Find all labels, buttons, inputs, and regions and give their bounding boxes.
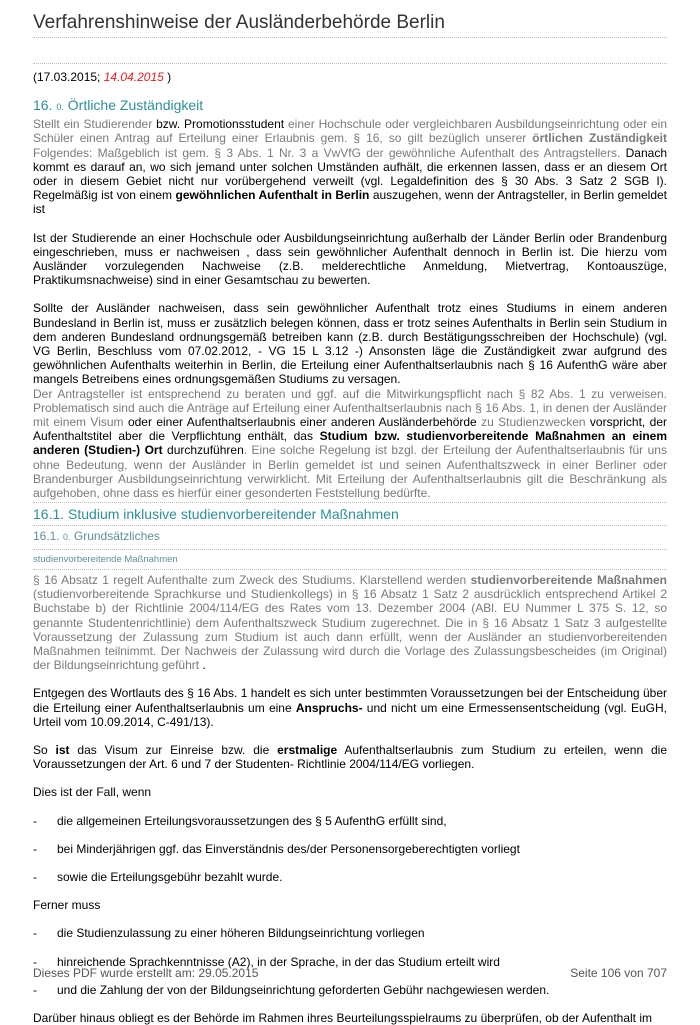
paragraph-5: § 16 Absatz 1 regelt Aufenthalte zum Zweck des Studiums. Klarstellend werden studienvorbereitende Maßnahmen (studienvorbereitende Sprachkurse und Studienkollegs) in § 16 Absatz 1 Satz 2 ausdrücklich entsprechend Artikel 2 Buchstabe b) der Richtlinie 2004/114/EG des Rates vom 13. Dezember 2004 (ABl. EU Nummer L 375 S. 12, so genannte Studentenrichtlinie) dem Aufenthaltszweck Studium zugerechnet. Die in § 16 Absatz 1 Satz 3 aufgestellte Voraussetzung der Zulassung zum Studium ist auch dann erfüllt, wenn der Ausländer an studienvorbereitenden Maßnahmen teilnimmt. Der Nachweis der Zulassung wird durch die Vorlage des Zulassungsbescheides (im Original) der Bildungseinrichtung geführt . <box>33 572 667 673</box>
header-divider <box>33 37 667 38</box>
section-16-heading: 16. 0. Örtliche Zuständigkeit <box>33 97 204 113</box>
paragraph-8: Dies ist der Fall, wenn <box>33 785 152 800</box>
paragraph-1: Stellt ein Studierender bzw. Promotionsstudent einer Hochschule oder vergleichbaren Ausbildungseinrichtung oder ein Schüler einen Antrag auf Erteilung einer Erlaubnis gem. § 16, so gilt bezüglich unserer örtlichen Zuständigkeit Folgendes: Maßgeblich ist gem. § 3 Abs. 1 Nr. 3 a VwVfG der gewöhnliche Aufenthalt des Antragstellers. Danach kommt es darauf an, wo sich jemand unter solchen Umständen aufhält, die erkennen lassen, dass er an diesem Ort oder in diesem Gebiet nicht nur vorübergehend verweilt (vgl. Legaldefinition des § 30 Abs. 3 Satz 2 SGB I). Regelmäßig ist von einem gewöhnlichen Aufenthalt in Berlin auszugehen, wenn der Antragsteller, in Berlin gemeldet ist <box>33 117 668 217</box>
date-line: (17.03.2015; 14.04.2015 ) <box>33 70 172 84</box>
page-title: Verfahrenshinweise der Ausländerbehörde Berlin <box>33 12 445 33</box>
list-item: - und die Zahlung der von der Bildungseinrichtung geforderten Gebühr nachgewiesen werden. <box>33 982 550 997</box>
footer-created-date: Dieses PDF wurde erstellt am: 29.05.2015 <box>33 966 259 980</box>
list-item: - hinreichende Sprachkenntnisse (A2), in der Sprache, in der das Studium erteilt wird <box>33 954 500 969</box>
paragraph-9: Ferner muss <box>33 898 101 913</box>
paragraph-7: So ist das Visum zur Einreise bzw. die erstmalige Aufenthaltserlaubnis zum Studium zu erteilen, wenn die Voraussetzungen der Art. 6 und 7 der Studenten- Richtlinie 2004/114/EG vorliegen. <box>33 742 668 772</box>
document-body <box>33 98 667 1025</box>
changed-date: 14.04.2015 <box>103 70 164 84</box>
paragraph-3: Sollte der Ausländer nachweisen, dass sein gewöhnlicher Aufenthalt trotz eines Studiums in einem anderen Bundesland in Berlin ist, muss er zusätzlich belegen können, dass er trotz seines Aufenthalts in Berlin sein Studium in dem anderen Bundesland ordnungsgemäß betreiben kann (z.B. durch Bestätigungsschreiben der Hochschule) (vgl. VG Berlin, Beschluss vom 07.02.2012, - VG 15 L 3.12 -) Ansonsten läge die Zuständigkeit zwar aufgrund des gewöhnlichen Aufenthalts weiterhin in Berlin, die Erteilung einer Aufenthaltserlaubnis nach § 16 AufenthG wäre aber mangels Betreibens eines ordnungsgemäßen Studiums zu versagen. <box>33 301 667 387</box>
list-item: - sowie die Erteilungsgebühr bezahlt wurde. <box>33 869 283 884</box>
header-divider-2 <box>33 63 667 64</box>
section-16-1-heading: 16.1. Studium inklusive studienvorbereitender Maßnahmen <box>33 506 399 523</box>
paragraph-2: Ist der Studierende an einer Hochschule oder Ausbildungseinrichtung außerhalb der Länder Berlin oder Brandenburg eingeschrieben, muss er nachweisen , dass sein gewöhnlicher Aufenthalt dennoch in Berlin ist. Die hierzu vom Ausländer vorzulegenden Nachweise (z.B. melderechtliche Anmeldung, Mietvertrag, Kontoauszüge, Praktikumsnachweise) sind in einer Gesamtschau zu bewerten. <box>33 230 667 288</box>
footer-page-number: Seite 106 von 707 <box>570 966 667 980</box>
paragraph-4: Der Antragsteller ist entsprechend zu beraten und ggf. auf die Mitwirkungspflicht nach § 82 Abs. 1 zu verweisen. Problematisch sind auch die Anträge auf Erteilung einer Aufenthaltserlaubnis nach § 16 Abs. 1, in denen der Ausländer mit einem Visum oder einer Aufenthaltserlaubnis einer anderen Ausländerbehörde zu Studienzwecken vorspricht, der Aufenthaltstitel aber die Verpflichtung enthält, das Studium bzw. studienvorbereitende Maßnahmen an einem anderen (Studien-) Ort durchzuführen. Eine solche Regelung ist bzgl. der Erteilung der Aufenthaltserlaubnis für uns ohne Bedeutung, wenn der Ausländer in Berlin gemeldet ist und seinen Aufenthaltszweck in einer Berliner oder Brandenburger Ausbildungseinrichtung verwirklicht. Mit Erteilung der Aufenthaltserlaubnis gilt die Beschränkung als aufgehoben, ohne dass es hierfür einer gesonderten Feststellung bedürfte. <box>33 386 668 501</box>
section-16-1-0-heading: 16.1. 0. Grundsätzliches <box>33 529 160 544</box>
paragraph-6: Entgegen des Wortlauts des § 16 Abs. 1 handelt es sich unter bestimmten Voraussetzungen bei der Entscheidung über die Erteilung einer Aufenthaltserlaubnis um eine Anspruchs- und nicht um eine Ermessensentscheidung (vgl. EuGH, Urteil vom 10.09.2014, C-491/13). <box>33 686 668 729</box>
list-item: - bei Minderjährigen ggf. das Einverständnis des/der Personensorgeberechtigten vorliegt <box>33 841 520 856</box>
list-item: - die Studienzulassung zu einer höheren Bildungseinrichtung vorliegen <box>33 926 425 941</box>
list-item: - die allgemeinen Erteilungsvoraussetzungen des § 5 AufenthG erfüllt sind, <box>33 813 447 828</box>
paragraph-10: Darüber hinaus obliegt es der Behörde im Rahmen ihres Beurteilungsspielraums zu überprüfen, ob der Aufenthalt im <box>33 1010 653 1025</box>
subsection-heading: studienvorbereitende Maßnahmen <box>33 553 178 565</box>
